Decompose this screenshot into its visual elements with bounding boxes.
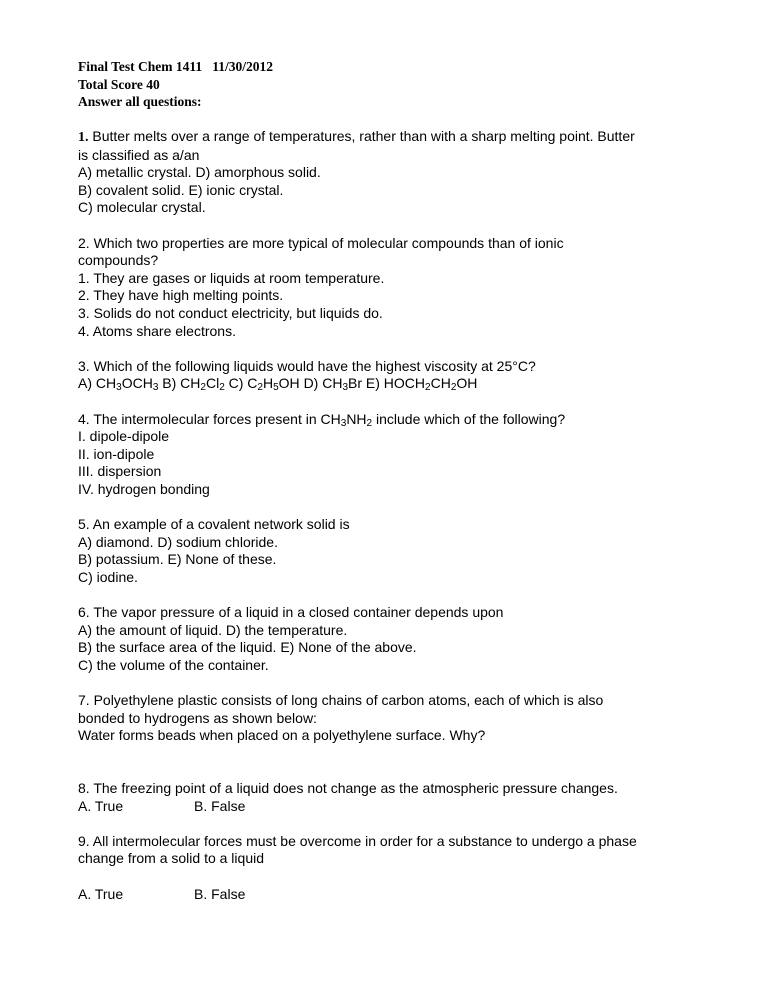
question-1-option-line: B) covalent solid. E) ionic crystal. xyxy=(78,181,284,198)
question-1-text: Butter melts over a range of temperatures, rather than with a sharp melting point. Butter xyxy=(88,128,635,145)
question-2-text: 2. Which two properties are more typical of molecular compounds than of ionic xyxy=(78,234,564,251)
question-4-text xyxy=(78,411,718,429)
question-6-option-line: C) the volume of the container. xyxy=(78,656,269,673)
question-3-options xyxy=(78,375,718,393)
test-page xyxy=(78,58,718,903)
question-3-option-b: B) $CH_2Cl_2$ xyxy=(162,375,225,394)
question-9-option-false: B. False xyxy=(194,885,246,902)
question-7-prompt: Water forms beads when placed on a polyethylene surface. Why? xyxy=(78,727,486,744)
question-9 xyxy=(78,833,718,903)
question-8-option-true: A. True xyxy=(78,797,124,814)
question-9-text: 9. All intermolecular forces must be overcome in order for a substance to undergo a phase xyxy=(78,832,637,849)
question-7-text-cont: bonded to hydrogens as shown below: xyxy=(78,709,317,726)
question-3-option-a: A) $CH_3OCH_3$ xyxy=(78,375,159,394)
question-1-text-cont: is classified as a/an xyxy=(78,146,200,163)
question-1-option-line: A) metallic crystal. D) amorphous solid. xyxy=(78,164,321,181)
question-2-option: 3. Solids do not conduct electricity, but liquids do. xyxy=(78,305,383,322)
question-2-text-cont: compounds? xyxy=(78,252,159,269)
question-5 xyxy=(78,516,718,586)
question-1-number: 1. xyxy=(78,130,89,146)
question-2-option: 2. They have high melting points. xyxy=(78,287,284,304)
question-5-option-line: B) potassium. E) None of these. xyxy=(78,551,277,568)
test-title: Final Test Chem 1411 11/30/2012 xyxy=(78,59,274,74)
question-3-option-c: C) $C_2H_5OH$ xyxy=(228,375,300,394)
question-4-option: II. ion-dipole xyxy=(78,445,155,462)
question-6-option-line: A) the amount of liquid. D) the temperature. xyxy=(78,621,348,638)
question-8-text: 8. The freezing point of a liquid does not change as the atmospheric pressure changes. xyxy=(78,780,618,797)
question-8 xyxy=(78,780,718,815)
question-2 xyxy=(78,235,718,341)
question-9-text-cont: change from a solid to a liquid xyxy=(78,850,264,867)
question-1 xyxy=(78,128,718,217)
question-4 xyxy=(78,411,718,499)
question-8-option-false: B. False xyxy=(194,797,246,814)
question-4-option: I. dipole-dipole xyxy=(78,428,170,445)
question-8-answers xyxy=(78,798,245,816)
question-4-option: IV. hydrogen bonding xyxy=(78,480,210,497)
question-7 xyxy=(78,692,718,745)
question-2-option: 1. They are gases or liquids at room temperature. xyxy=(78,269,385,286)
question-5-option-line: C) iodine. xyxy=(78,568,138,585)
question-6-option-line: B) the surface area of the liquid. E) None of the above. xyxy=(78,639,417,656)
total-score: Total Score 40 xyxy=(78,76,160,92)
question-4-text-post: include which of the following? xyxy=(372,410,566,427)
question-3-option-e: E) $HOCH_2CH_2OH$ xyxy=(365,375,478,394)
question-5-option-line: A) diamond. D) sodium chloride. xyxy=(78,533,278,550)
question-1-option-line: C) molecular crystal. xyxy=(78,199,206,216)
test-header xyxy=(78,58,718,111)
instructions: Answer all questions: xyxy=(78,94,202,109)
question-7-text: 7. Polyethylene plastic consists of long chains of carbon atoms, each of which is also xyxy=(78,692,604,709)
question-4-option: III. dispersion xyxy=(78,463,162,480)
question-9-option-true: A. True xyxy=(78,885,124,902)
question-3-option-d: D) $CH_3Br$ xyxy=(303,375,363,394)
question-2-option: 4. Atoms share electrons. xyxy=(78,322,236,339)
question-6 xyxy=(78,604,718,674)
question-6-text: 6. The vapor pressure of a liquid in a closed container depends upon xyxy=(78,604,504,621)
question-3 xyxy=(78,358,718,393)
question-9-answers xyxy=(78,886,245,904)
question-5-text: 5. An example of a covalent network solid is xyxy=(78,516,350,533)
question-4-text-pre: 4. The intermolecular forces present in $CH_3NH_2$ xyxy=(78,410,373,429)
question-3-text: 3. Which of the following liquids would have the highest viscosity at 25°C? xyxy=(78,357,536,374)
